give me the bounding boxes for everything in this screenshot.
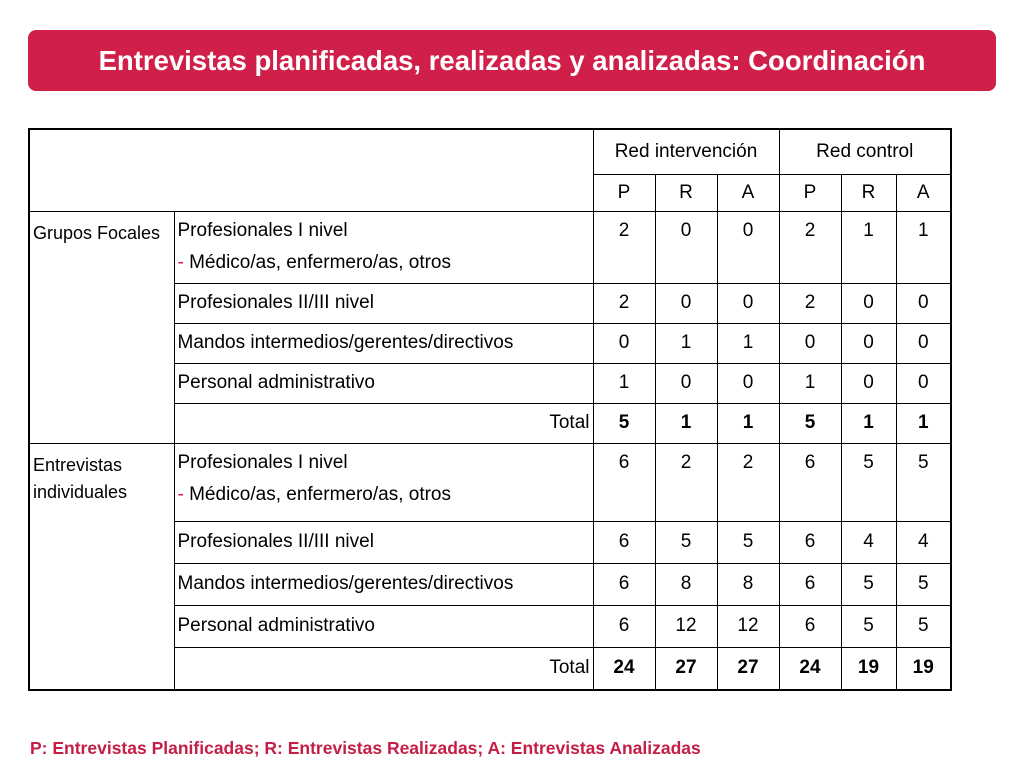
cell-value: 1 — [841, 211, 896, 283]
col-header: A — [896, 174, 951, 211]
row-sublabel — [178, 252, 590, 274]
row-label — [174, 443, 593, 521]
table-row — [29, 443, 951, 521]
cell-value: 5 — [896, 605, 951, 647]
row-label — [174, 211, 593, 283]
header-red-intervencion: Red intervención — [593, 129, 779, 174]
row-label: Personal administrativo — [174, 363, 593, 403]
cell-value: 2 — [779, 211, 841, 283]
corner-cell — [29, 129, 593, 211]
total-label: Total — [174, 647, 593, 690]
table-row — [29, 211, 951, 283]
col-header: R — [841, 174, 896, 211]
cell-value: 1 — [593, 363, 655, 403]
col-header: P — [779, 174, 841, 211]
cell-value: 6 — [779, 443, 841, 521]
cell-value: 0 — [896, 283, 951, 323]
cell-value: 2 — [655, 443, 717, 521]
cell-value: 6 — [779, 605, 841, 647]
header-red-control: Red control — [779, 129, 951, 174]
cell-value: 5 — [655, 521, 717, 563]
total-value: 27 — [717, 647, 779, 690]
cell-value: 0 — [841, 283, 896, 323]
col-header: P — [593, 174, 655, 211]
cell-value: 2 — [593, 211, 655, 283]
cell-value: 6 — [593, 443, 655, 521]
total-value: 1 — [896, 403, 951, 443]
sublabel-dash: - — [177, 251, 184, 273]
cell-value: 5 — [896, 563, 951, 605]
cell-value: 5 — [841, 443, 896, 521]
row-label-main: Profesionales I nivel — [177, 219, 348, 241]
cell-value: 8 — [655, 563, 717, 605]
cell-value: 1 — [655, 323, 717, 363]
sublabel-text: Médico/as, enfermero/as, otros — [189, 251, 451, 273]
row-label: Profesionales II/III nivel — [174, 521, 593, 563]
cell-value: 12 — [655, 605, 717, 647]
cell-value: 0 — [717, 363, 779, 403]
cell-value: 6 — [593, 521, 655, 563]
section-label: Entrevistas individuales — [29, 443, 174, 690]
cell-value: 4 — [896, 521, 951, 563]
page-title: Entrevistas planificadas, realizadas y analizadas: Coordinación — [98, 44, 926, 76]
col-header: R — [655, 174, 717, 211]
cell-value: 0 — [655, 283, 717, 323]
total-value: 19 — [841, 647, 896, 690]
cell-value: 0 — [896, 323, 951, 363]
cell-value: 0 — [896, 363, 951, 403]
cell-value: 0 — [779, 323, 841, 363]
cell-value: 2 — [717, 443, 779, 521]
row-sublabel — [178, 484, 590, 506]
cell-value: 0 — [655, 211, 717, 283]
cell-value: 8 — [717, 563, 779, 605]
cell-value: 12 — [717, 605, 779, 647]
row-label: Profesionales II/III nivel — [174, 283, 593, 323]
cell-value: 1 — [896, 211, 951, 283]
total-value: 27 — [655, 647, 717, 690]
total-value: 5 — [593, 403, 655, 443]
cell-value: 2 — [779, 283, 841, 323]
cell-value: 2 — [593, 283, 655, 323]
col-header: A — [717, 174, 779, 211]
sublabel-dash: - — [177, 483, 184, 505]
total-value: 1 — [717, 403, 779, 443]
title-bar — [28, 30, 996, 91]
total-value: 1 — [841, 403, 896, 443]
interviews-table — [28, 128, 952, 691]
cell-value: 6 — [593, 563, 655, 605]
section-label: Grupos Focales — [29, 211, 174, 443]
cell-value: 0 — [717, 283, 779, 323]
cell-value: 0 — [717, 211, 779, 283]
cell-value: 4 — [841, 521, 896, 563]
cell-value: 6 — [779, 563, 841, 605]
cell-value: 5 — [896, 443, 951, 521]
total-value: 24 — [593, 647, 655, 690]
cell-value: 1 — [717, 323, 779, 363]
row-label: Mandos intermedios/gerentes/directivos — [174, 323, 593, 363]
cell-value: 0 — [593, 323, 655, 363]
cell-value: 5 — [841, 605, 896, 647]
cell-value: 5 — [717, 521, 779, 563]
total-label: Total — [174, 403, 593, 443]
row-label-main: Profesionales I nivel — [177, 451, 348, 473]
legend-footnote: P: Entrevistas Planificadas; R: Entrevistas Realizadas; A: Entrevistas Analizadas — [30, 738, 701, 758]
cell-value: 0 — [841, 363, 896, 403]
cell-value: 5 — [841, 563, 896, 605]
sublabel-text: Médico/as, enfermero/as, otros — [189, 483, 451, 505]
total-value: 1 — [655, 403, 717, 443]
cell-value: 6 — [779, 521, 841, 563]
row-label: Personal administrativo — [174, 605, 593, 647]
total-value: 19 — [896, 647, 951, 690]
cell-value: 0 — [655, 363, 717, 403]
total-value: 24 — [779, 647, 841, 690]
total-value: 5 — [779, 403, 841, 443]
row-label: Mandos intermedios/gerentes/directivos — [174, 563, 593, 605]
cell-value: 0 — [841, 323, 896, 363]
cell-value: 1 — [779, 363, 841, 403]
cell-value: 6 — [593, 605, 655, 647]
